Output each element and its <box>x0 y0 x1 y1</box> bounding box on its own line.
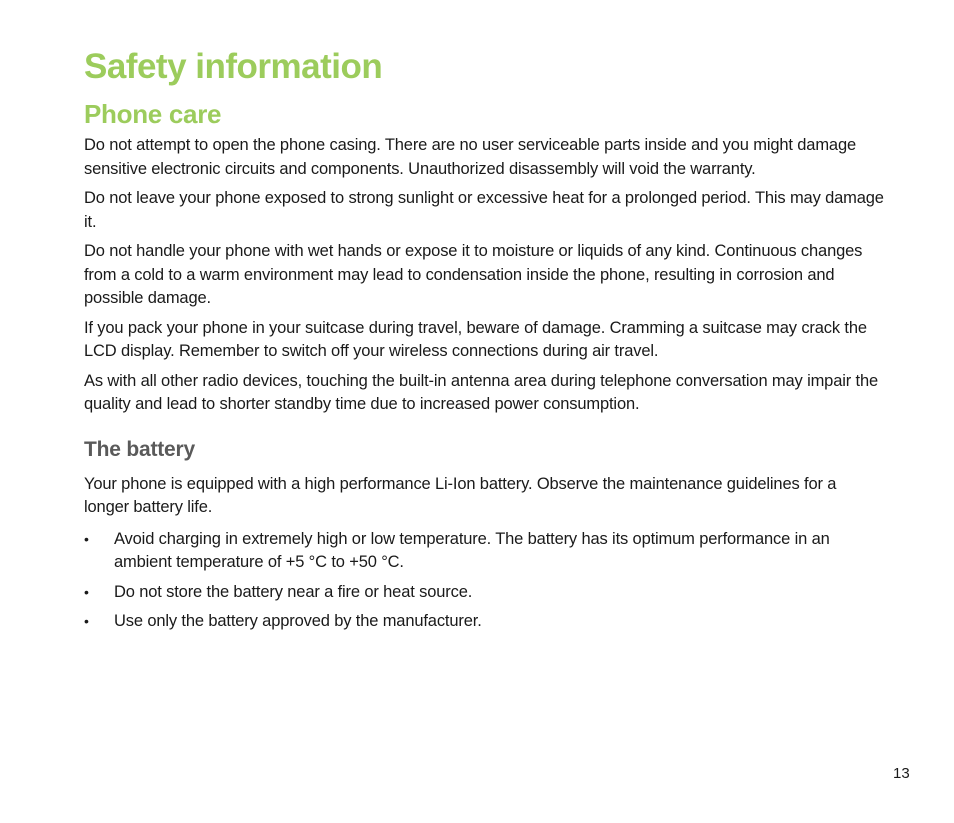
list-item-text: Use only the battery approved by the manufacturer. <box>114 612 482 630</box>
battery-guidelines-list <box>84 528 884 634</box>
battery-heading: The battery <box>84 437 195 461</box>
list-item <box>84 610 874 634</box>
bullet-icon: • <box>84 613 89 629</box>
list-item-text: Avoid charging in extremely high or low temperature. The battery has its optimum performance in an ambient temperature of +5 °C to +50 °C. <box>114 529 830 571</box>
phone-care-paragraph: Do not leave your phone exposed to strong sunlight or excessive heat for a prolonged period. This may damage it. <box>84 189 884 231</box>
phone-care-paragraph: As with all other radio devices, touching the built-in antenna area during telephone conversation may impair the quality and lead to shorter standby time due to increased power consumption. <box>84 371 879 413</box>
phone-care-paragraph: Do not attempt to open the phone casing. There are no user serviceable parts inside and you might damage sensitive electronic circuits and components. Unauthorized disassembly will void the warranty. <box>84 136 857 178</box>
phone-care-section <box>84 98 884 417</box>
bullet-icon: • <box>84 530 89 547</box>
bullet-icon: • <box>84 583 89 600</box>
battery-intro: Your phone is equipped with a high performance Li-Ion battery. Observe the maintenance guidelines for a longer battery life. <box>84 474 837 516</box>
list-item-text: Do not store the battery near a fire or heat source. <box>114 582 473 601</box>
list-item <box>84 581 874 605</box>
page-title: Safety information <box>84 47 383 86</box>
phone-care-paragraph: Do not handle your phone with wet hands or expose it to moisture or liquids of any kind. Continuous changes from a cold to a warm environment may lead to condensation inside the phone, resulting in corrosion and possible damage. <box>84 242 863 307</box>
document-page <box>84 44 884 640</box>
phone-care-paragraph: If you pack your phone in your suitcase during travel, beware of damage. Cramming a suitcase may crack the LCD display. Remember to switch off your wireless connections during air travel. <box>84 318 867 360</box>
list-item <box>84 528 874 575</box>
phone-care-heading: Phone care <box>84 99 222 129</box>
battery-section <box>84 437 884 634</box>
page-number: 13 <box>893 765 910 782</box>
